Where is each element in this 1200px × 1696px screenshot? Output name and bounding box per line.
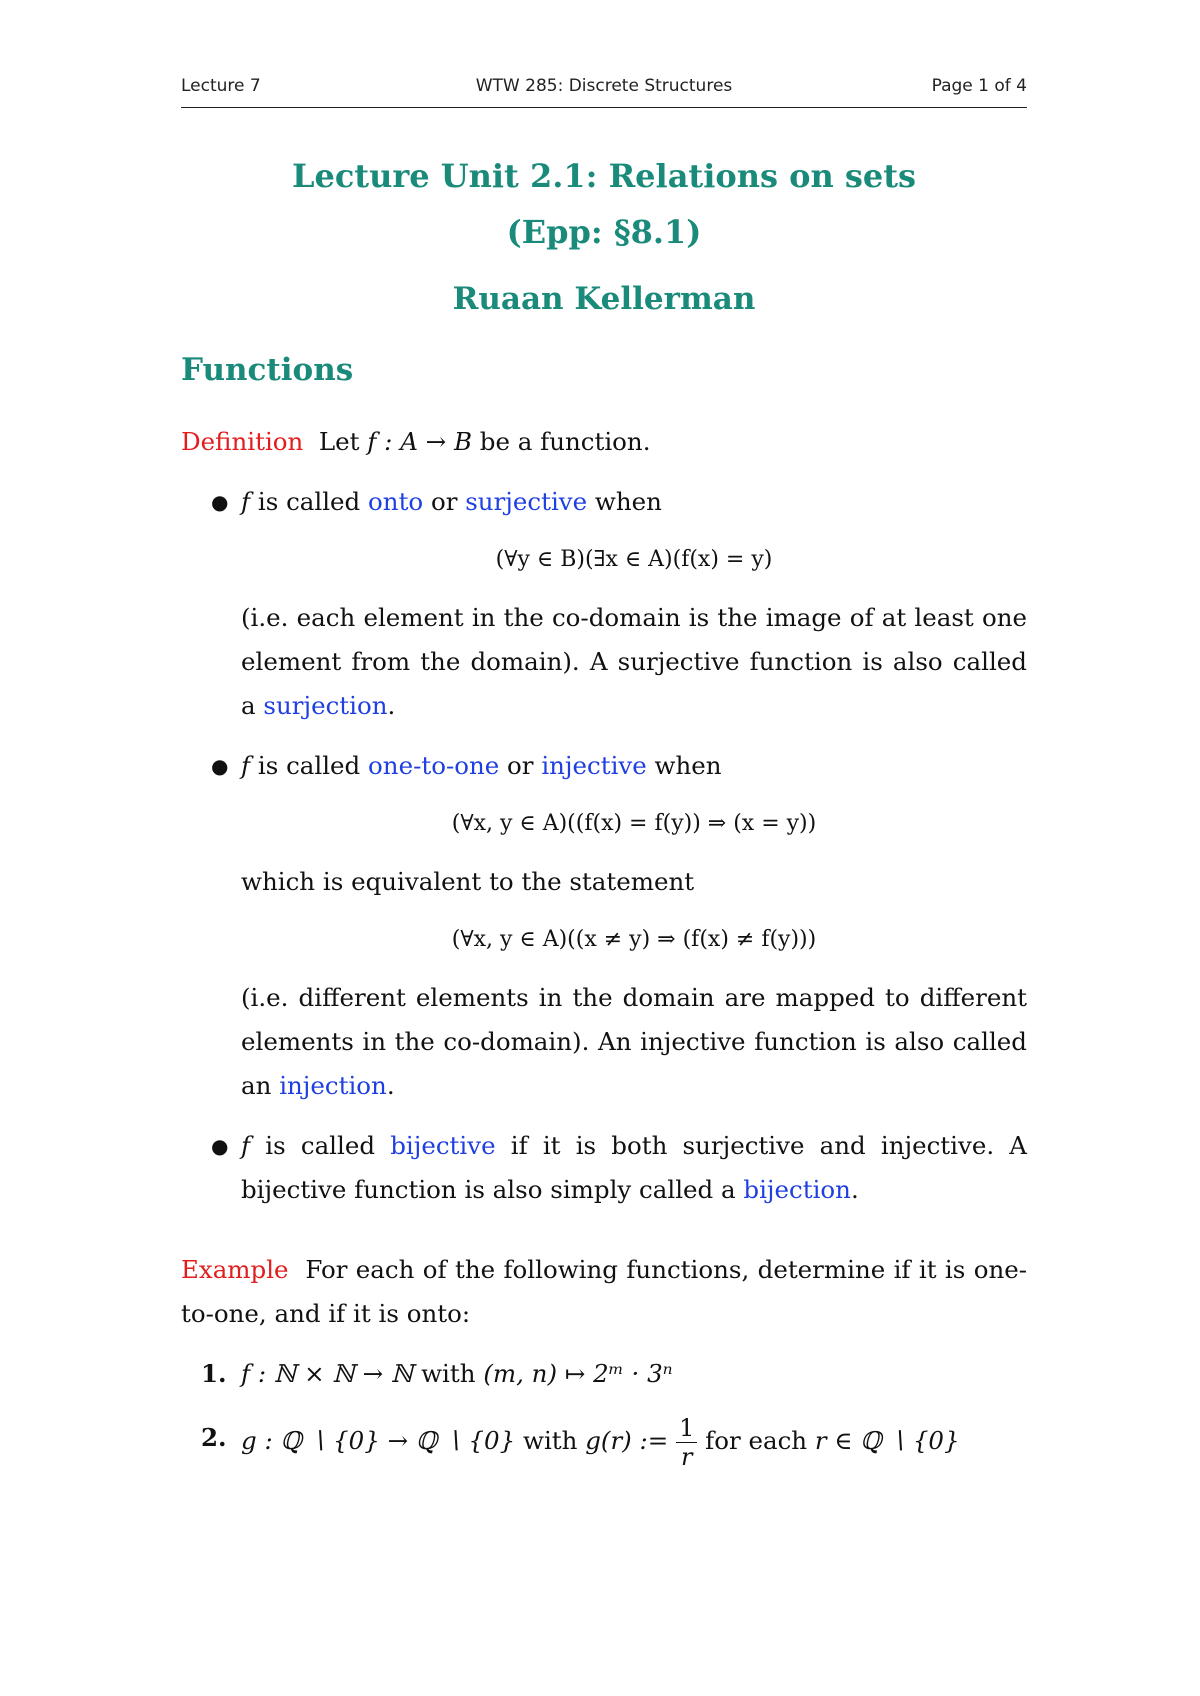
math-f: f (241, 751, 251, 780)
fraction-numerator: 1 (676, 1416, 697, 1443)
bullet-injective (181, 744, 1027, 1108)
section-heading: Functions (181, 352, 354, 388)
text: is called (250, 1131, 391, 1160)
item-1-function: f : ℕ × ℕ → ℕ (241, 1359, 414, 1388)
term-bijective: bijective (390, 1131, 496, 1160)
term-surjective: surjective (465, 487, 588, 516)
text: . (386, 1071, 395, 1100)
header-rule (181, 107, 1027, 108)
header-course: WTW 285: Discrete Structures (475, 76, 733, 96)
text: (i.e. different elements in the domain are mapped to different elements in the co-domain). An injective function is also called an (241, 983, 1027, 1100)
item-2-domain: r ∈ ℚ ∖ {0} (814, 1426, 960, 1455)
formula-surjective: (∀y ∈ B)(∃x ∈ A)(f(x) = y) (495, 547, 773, 572)
text: when (646, 751, 722, 780)
header-lecture: Lecture 7 (181, 76, 261, 96)
bullet-dot: ● (211, 1134, 229, 1158)
running-header (181, 76, 1027, 106)
text: or (499, 751, 542, 780)
text: with (413, 1359, 484, 1388)
title-line-1: Lecture Unit 2.1: Relations on sets (291, 157, 917, 195)
definition (181, 420, 1027, 464)
equivalence-text: which is equivalent to the statement (241, 867, 695, 896)
bullet-dot: ● (211, 490, 229, 514)
item-2-definition: g(r) := (585, 1426, 669, 1455)
definition-label: Definition (181, 427, 304, 456)
item-number: 1. (201, 1359, 227, 1388)
text: (i.e. each element in the co-domain is the image of at least one element from the domain). A surjective function is also called a (241, 603, 1027, 720)
surjective-explanation (241, 596, 1027, 728)
text: or (423, 487, 466, 516)
item-number: 2. (201, 1423, 227, 1452)
bullet-dot: ● (211, 754, 229, 778)
author: Ruaan Kellerman (452, 281, 756, 317)
text: if it is both surjective and injective. A bijective function is also simply called a (241, 1131, 1027, 1204)
bullet-bijective (181, 1124, 1027, 1212)
example-text: For each of the following functions, determine if it is one-to-one, and if it is onto: (181, 1255, 1028, 1328)
text: is called (250, 751, 369, 780)
example-label: Example (181, 1255, 289, 1284)
formula-injective-contrapositive: (∀x, y ∈ A)((x ≠ y) ⇒ (f(x) ≠ f(y))) (451, 927, 817, 952)
fraction-denominator: r (680, 1443, 693, 1471)
text: when (587, 487, 662, 516)
item-1-mapping: (m, n) ↦ 2ᵐ · 3ⁿ (483, 1359, 673, 1388)
term-onto: onto (368, 487, 424, 516)
example-item-2 (181, 1416, 1027, 1469)
fraction-one-over-r (676, 1416, 697, 1469)
injective-explanation (241, 976, 1027, 1108)
title-block (181, 148, 1027, 324)
definition-text-pre: Let (318, 427, 368, 456)
math-f: f (241, 1131, 251, 1160)
definition-math: f : A → B (367, 427, 472, 456)
example-item-1 (181, 1352, 1027, 1396)
term-injective: injective (541, 751, 647, 780)
header-page-number: Page 1 of 4 (931, 76, 1027, 96)
text: is called (250, 487, 369, 516)
math-f: f (241, 487, 251, 516)
term-one-to-one: one-to-one (368, 751, 500, 780)
formula-injective: (∀x, y ∈ A)((f(x) = f(y)) ⇒ (x = y)) (451, 811, 817, 836)
bullet-surjective (181, 480, 1027, 728)
item-2-function: g : ℚ ∖ {0} → ℚ ∖ {0} (241, 1426, 516, 1455)
term-injection: injection (279, 1071, 387, 1100)
example (181, 1248, 1027, 1336)
term-bijection: bijection (743, 1175, 851, 1204)
text: . (387, 691, 396, 720)
content (181, 420, 1027, 1469)
title-line-2: (Epp: §8.1) (506, 213, 702, 251)
text: with (515, 1426, 586, 1455)
text: for each (697, 1426, 815, 1455)
definition-text-post: be a function. (472, 427, 651, 456)
term-surjection: surjection (263, 691, 388, 720)
text: . (850, 1175, 859, 1204)
